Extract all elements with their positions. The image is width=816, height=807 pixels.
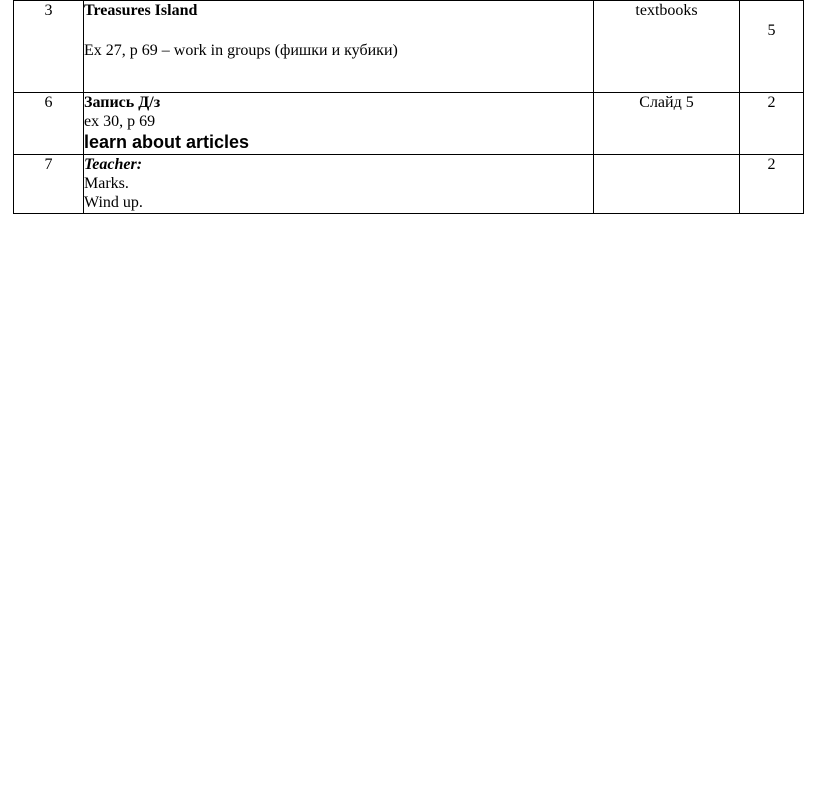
stage-number: 6 [14, 93, 84, 155]
stage-title: Teacher: [84, 156, 143, 173]
stage-resources [594, 155, 740, 214]
stage-content [84, 155, 594, 214]
stage-minutes: 5 [767, 22, 776, 39]
stage-resources: Слайд 5 [594, 93, 740, 155]
stage-resources: textbooks [594, 1, 740, 93]
stage-emphasis: learn about articles [84, 132, 250, 152]
stage-title: Запись Д/з [84, 94, 161, 111]
stage-number: 3 [14, 1, 84, 93]
table-row [14, 1, 804, 93]
stage-minutes: 2 [740, 155, 804, 214]
lesson-plan-table [13, 0, 804, 214]
stage-line-marks: Marks. [84, 175, 129, 192]
stage-content [84, 93, 594, 155]
stage-task: ex 30, p 69 [84, 113, 156, 130]
stage-minutes: 2 [740, 93, 804, 155]
table-row [14, 155, 804, 214]
blank-line [84, 20, 593, 41]
table-row [14, 93, 804, 155]
stage-task: Ex 27, p 69 – work in groups (фишки и кубики) [84, 42, 398, 59]
stage-minutes-cell [740, 1, 804, 93]
stage-line-wind-up: Wind up. [84, 194, 143, 211]
stage-title: Treasures Island [84, 2, 198, 19]
stage-number: 7 [14, 155, 84, 214]
stage-content [84, 1, 594, 93]
